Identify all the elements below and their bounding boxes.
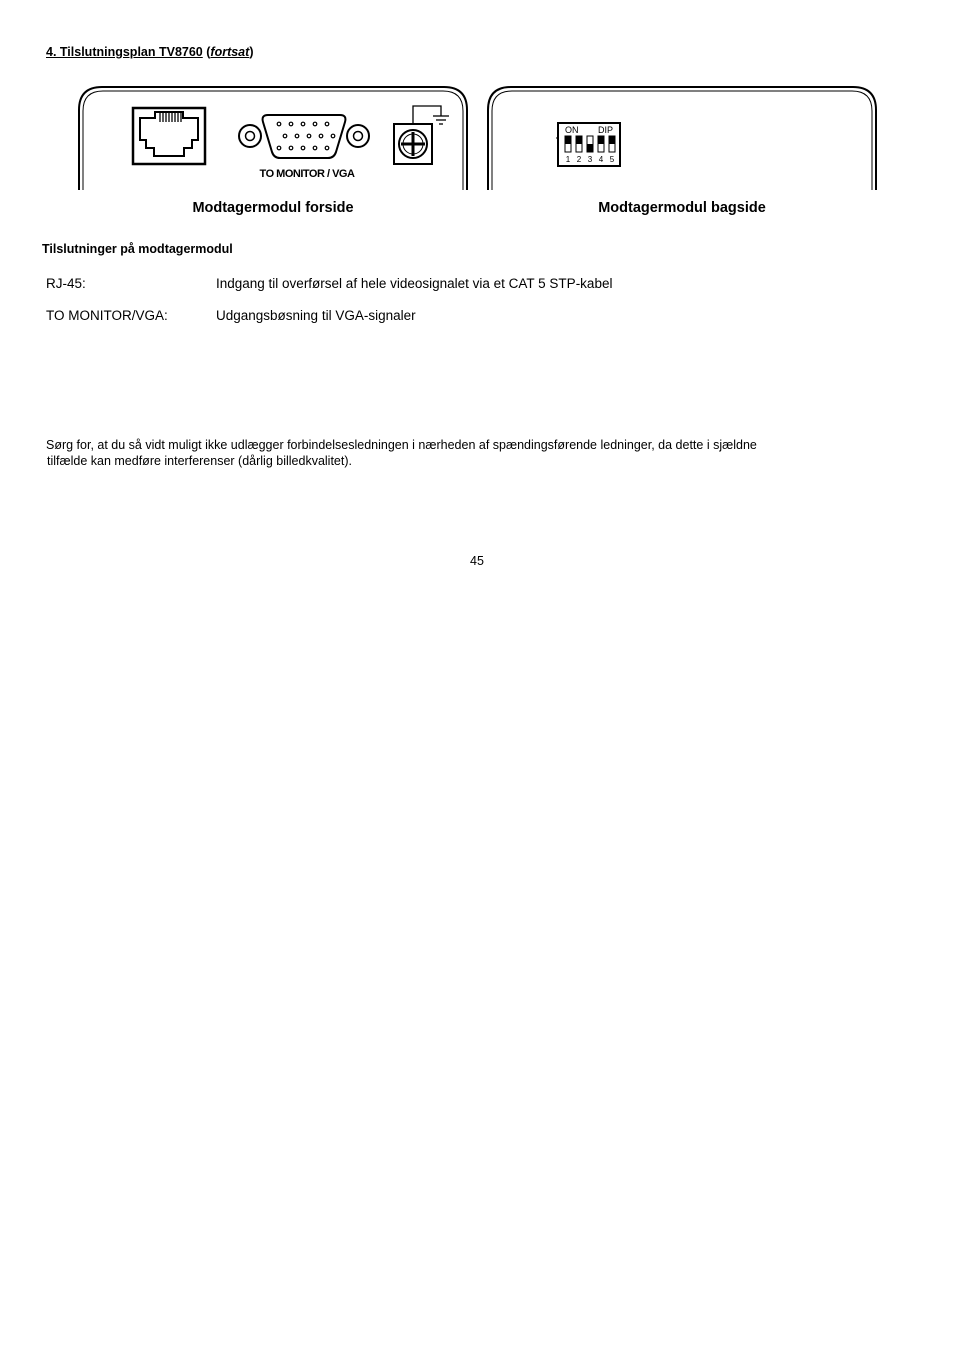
note-line-1: Sørg for, at du så vidt muligt ikke udlægger forbindelsesledningen i nærheden af spændingsførende ledninger, da dette i sjældne xyxy=(46,438,757,452)
dip-number-1: 1 xyxy=(565,155,571,164)
note-line-2: tilfælde kan medføre interferenser (dårlig billedkvalitet). xyxy=(47,454,352,468)
connection-description: Udgangsbøsning til VGA-signaler xyxy=(216,308,416,323)
dip-number-5: 5 xyxy=(609,155,615,164)
dip-number-3: 3 xyxy=(587,155,593,164)
rj45-port-icon xyxy=(133,108,205,164)
dip-number-2: 2 xyxy=(576,155,582,164)
dip-label: DIP xyxy=(598,125,614,135)
ground-screw-icon xyxy=(394,124,432,164)
back-panel-drawing xyxy=(485,84,879,192)
back-panel-caption: Modtagermodul bagside xyxy=(598,200,766,216)
section-title: 4. Tilslutningsplan TV8760 xyxy=(46,45,203,59)
vga-port-label: TO MONITOR / VGA xyxy=(259,168,355,180)
dip-number-4: 4 xyxy=(598,155,604,164)
interference-note xyxy=(46,437,886,469)
connection-term: RJ-45: xyxy=(46,276,86,291)
section-heading xyxy=(46,45,253,59)
page-number: 45 xyxy=(470,554,484,568)
connections-title: Tilslutninger på modtagermodul xyxy=(42,242,233,256)
paren-close: ) xyxy=(249,45,254,59)
front-panel-drawing xyxy=(76,84,470,192)
front-panel-caption: Modtagermodul forside xyxy=(192,200,354,216)
dip-on-label: ON xyxy=(565,125,579,135)
connection-term: TO MONITOR/VGA: xyxy=(46,308,168,323)
vga-port-icon xyxy=(239,115,369,158)
paren-open: ( xyxy=(202,45,211,59)
connection-description: Indgang til overførsel af hele videosignalet via et CAT 5 STP-kabel xyxy=(216,276,613,291)
continued-label: fortsat xyxy=(210,45,250,59)
ground-symbol-icon xyxy=(413,106,449,124)
dip-switch xyxy=(556,123,620,166)
